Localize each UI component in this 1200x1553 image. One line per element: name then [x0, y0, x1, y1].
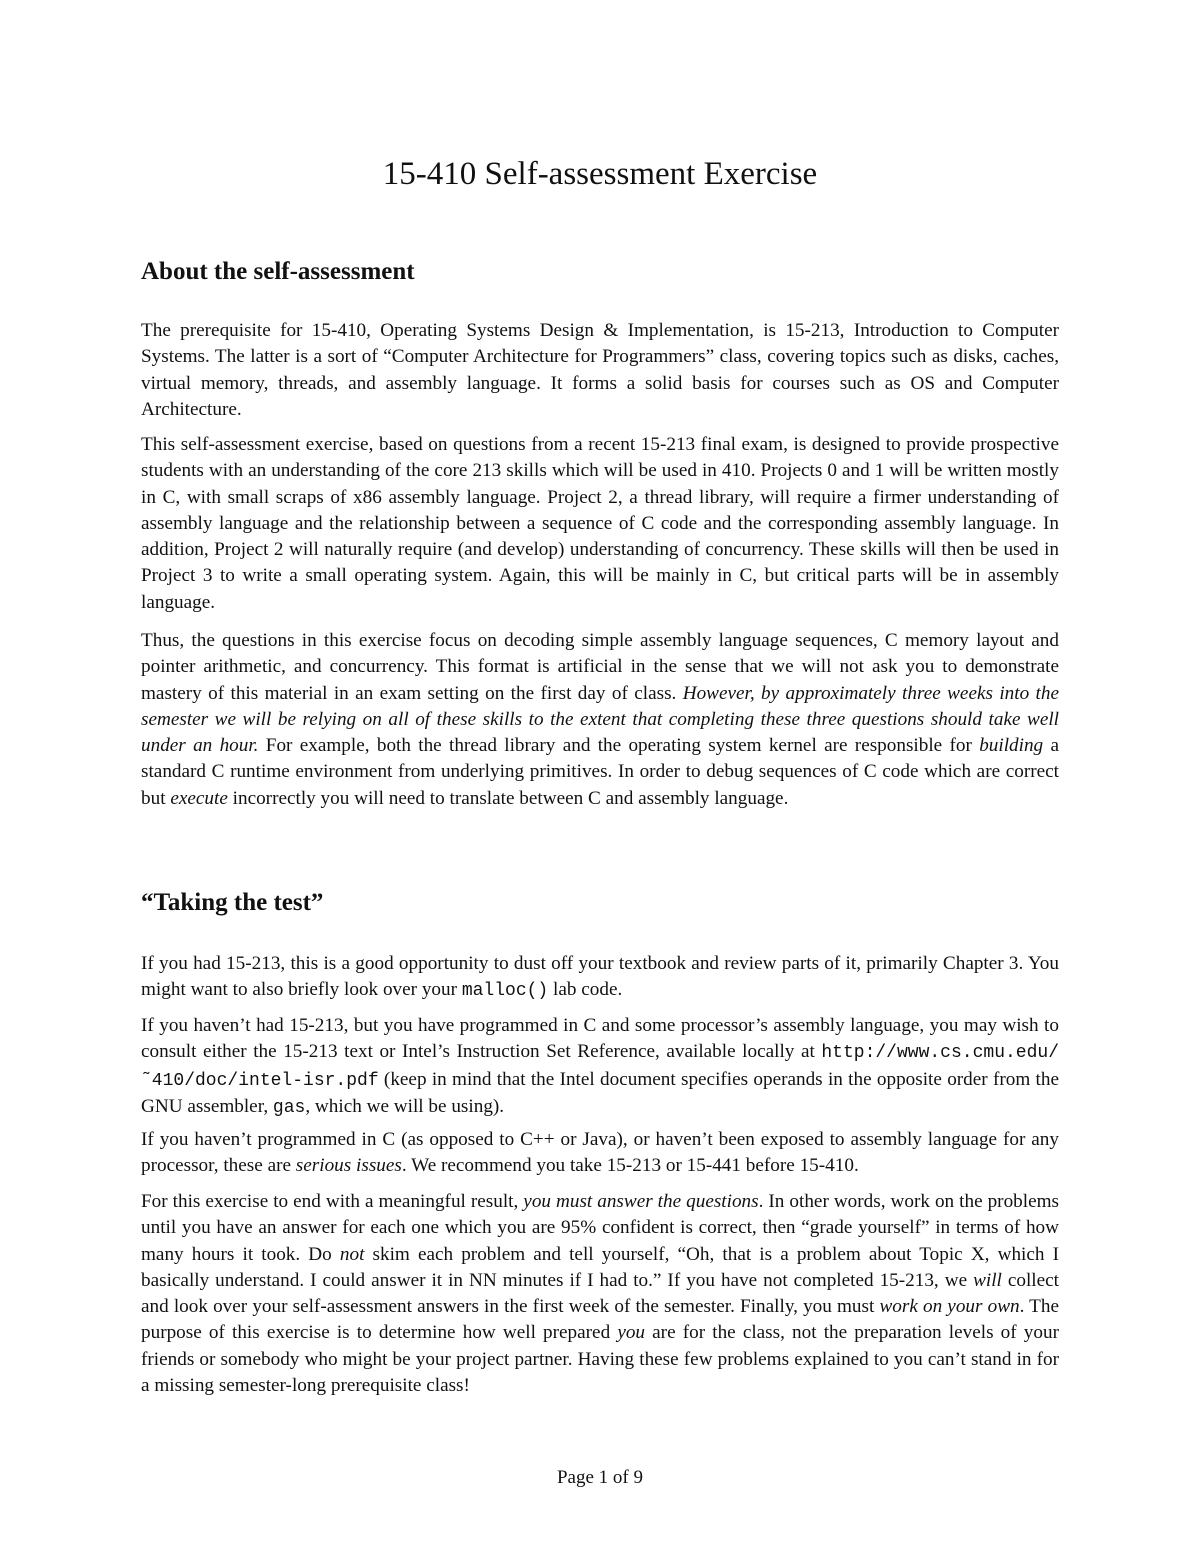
code-malloc: malloc() [461, 981, 549, 1002]
code-gas: gas [272, 1097, 306, 1118]
text-run: collect and look over your self-assessment answers in the first week of the semester. Finally, you must [141, 1269, 1059, 1318]
link-intel-isr[interactable]: http://www.cs.cmu.edu/˜410/doc/intel-isr.pdf [141, 1043, 1059, 1091]
emphasis-text: serious issues [295, 1155, 402, 1177]
paragraph-had-213 [141, 951, 1059, 1005]
document-title: 15-410 Self-assessment Exercise [382, 156, 818, 192]
page-footer: Page 1 of 9 [556, 1467, 643, 1488]
text-run: are for the class, not the preparation levels of your friends or somebody who might be your project partner. Having these few problems explained to you can’t stand in for a missing semester-long prerequisite class! [141, 1322, 1059, 1397]
section-heading-about: About the self-assessment [141, 258, 415, 285]
emphasis-text: will [973, 1269, 1002, 1291]
paragraph-exercise-purpose: This self-assessment exercise, based on questions from a recent 15-213 final exam, is designed to provide prospective students with an understanding of the core 213 skills which will be used in 410. Projects 0 and 1 will be written mostly in C, with small scraps of x86 assembly language. Project 2, a thread library, will require a firmer understanding of assembly language and the relationship between a sequence of C code and the corresponding assembly language. In addition, Project 2 will naturally require (and develop) understanding of concurrency. These skills will then be used in Project 3 to write a small operating system. Again, this will be mainly in C, but critical parts will be in assembly language. [141, 434, 1059, 613]
emphasis-text: However, by approximately three weeks into the semester we will be relying on all of these skills to the extent that completing these three questions should take well under an hour. [141, 682, 1059, 757]
document-page [141, 0, 1059, 1553]
paragraph-meaningful-result [141, 1189, 1059, 1399]
text-run: If you haven’t had 15-213, but you have programmed in C and some processor’s assembly language, you may wish to consult either the 15-213 text or Intel’s Instruction Set Reference, available locally at [141, 1015, 1059, 1063]
text-run: Thus, the questions in this exercise focus on decoding simple assembly language sequences, C memory layout and pointer arithmetic, and concurrency. This format is artificial in the sense that we will not ask you to demonstrate mastery of this material in an exam setting on the first day of class. [141, 630, 1059, 704]
emphasis-text: execute [170, 787, 228, 809]
paragraph-prerequisite: The prerequisite for 15-410, Operating Systems Design & Implementation, is 15-213, Introduction to Computer Systems. The latter is a sort of “Computer Architecture for Programmers” class, covering topics such as disks, caches, virtual memory, threads, and assembly language. It forms a solid basis for courses such as OS and Computer Architecture. [141, 320, 1059, 420]
text-run: (keep in mind that the Intel document specifies operands in the opposite order from the GNU assembler, [141, 1068, 1059, 1117]
text-run: a standard C runtime environment from underlying primitives. In order to debug sequences of C code which are correct but [141, 735, 1059, 809]
text-run: If you had 15-213, this is a good opportunity to dust off your textbook and review parts of it, primarily Chapter 3. You might want to also briefly look over your [141, 953, 1059, 1001]
text-run: For this exercise to end with a meaningful result, [141, 1191, 524, 1212]
text-run: lab code. [548, 979, 623, 1001]
text-run: If you haven’t programmed in C (as opposed to C++ or Java), or haven’t been exposed to assembly language for any processor, these are [141, 1129, 1059, 1177]
text-run: . We recommend you take 15-213 or 15-441 before 15-410. [401, 1155, 859, 1177]
emphasis-text: not [339, 1243, 365, 1265]
emphasis-text: you [617, 1322, 646, 1344]
paragraph-exercise-focus [141, 628, 1059, 812]
emphasis-text: building [979, 735, 1044, 757]
text-run: , which we will be using). [305, 1095, 505, 1117]
text-run: For example, both the thread library and the operating system kernel are responsible for [258, 735, 980, 757]
emphasis-text: work on your own [879, 1296, 1020, 1318]
text-run: . The purpose of this exercise is to determine how well prepared [141, 1296, 1060, 1344]
section-heading-taking-test: “Taking the test” [141, 889, 324, 916]
paragraph-not-had-213 [141, 1013, 1059, 1121]
text-run: skim each problem and tell yourself, “Oh, that is a problem about Topic X, which I basically understand. I could answer it in NN minutes if I had to.” If you have not completed 15-213, we [141, 1243, 1059, 1291]
text-run: . In other words, work on the problems until you have an answer for each one which you are 95% confident is correct, then “grade yourself” in terms of how many hours it took. Do [141, 1191, 1059, 1265]
emphasis-text: you must answer the questions [523, 1191, 759, 1212]
paragraph-serious-issues [141, 1127, 1059, 1180]
text-run: incorrectly you will need to translate between C and assembly language. [227, 787, 789, 809]
